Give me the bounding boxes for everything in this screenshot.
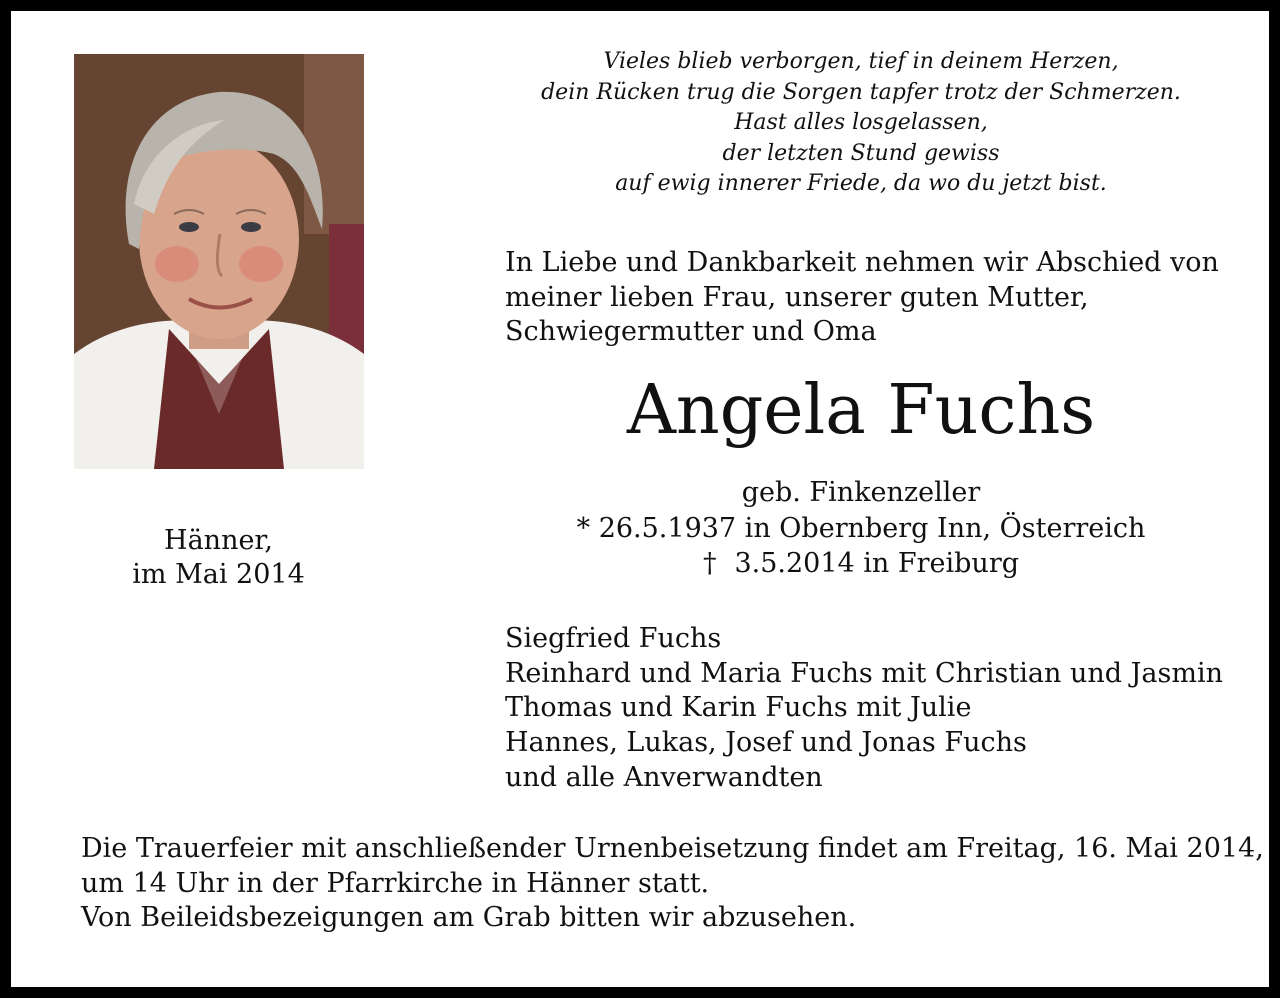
mourners-list — [505, 622, 1225, 796]
notice-line: Die Trauerfeier mit anschließender Urnenbeisetzung findet am Freitag, 16. Mai 2014, — [81, 833, 1264, 864]
poem-line: dein Rücken trug die Sorgen tapfer trotz der Schmerzen. — [541, 79, 1181, 105]
farewell-intro — [505, 246, 1225, 350]
mourner-line: Reinhard und Maria Fuchs mit Christian und Jasmin — [505, 657, 1223, 689]
place-line: Hänner, — [164, 525, 273, 556]
intro-line: In Liebe und Dankbarkeit nehmen wir Abschied von — [505, 247, 1219, 278]
poem-line: Hast alles losgelassen, — [734, 110, 988, 135]
notice-line: um 14 Uhr in der Pfarrkirche in Hänner statt. — [81, 867, 710, 899]
life-details — [531, 475, 1191, 582]
portrait-photo — [74, 54, 364, 469]
mourner-line: Hannes, Lukas, Josef und Jonas Fuchs — [505, 727, 1027, 759]
birth-line: * 26.5.1937 in Obernberg Inn, Österreich — [576, 512, 1146, 544]
date-line: im Mai 2014 — [132, 559, 305, 590]
intro-line: meiner lieben Frau, unserer guten Mutter, — [505, 281, 1089, 313]
cross-icon: † — [702, 548, 717, 579]
deceased-name: Angela Fuchs — [626, 371, 1096, 450]
mourner-line: und alle Anverwandten — [505, 761, 823, 793]
portrait-illustration — [74, 54, 364, 469]
death-date: 3.5.2014 in Freiburg — [734, 548, 1020, 579]
maiden-name: geb. Finkenzeller — [741, 477, 981, 508]
memorial-poem — [511, 47, 1211, 200]
poem-line: Vieles blieb verborgen, tief in deinem Herzen, — [603, 49, 1119, 74]
poem-line: der letzten Stund gewiss — [722, 140, 1000, 166]
notice-line: Von Beileidsbezeigungen am Grab bitten wir abzusehen. — [81, 902, 857, 933]
place-and-date — [101, 524, 336, 592]
funeral-notice — [81, 832, 1264, 936]
intro-line: Schwiegermutter und Oma — [505, 316, 877, 347]
mourner-line: Siegfried Fuchs — [505, 623, 722, 654]
death-line — [531, 546, 1191, 582]
poem-line: auf ewig innerer Friede, da wo du jetzt bist. — [615, 171, 1107, 196]
mourner-line: Thomas und Karin Fuchs mit Julie — [505, 692, 972, 724]
